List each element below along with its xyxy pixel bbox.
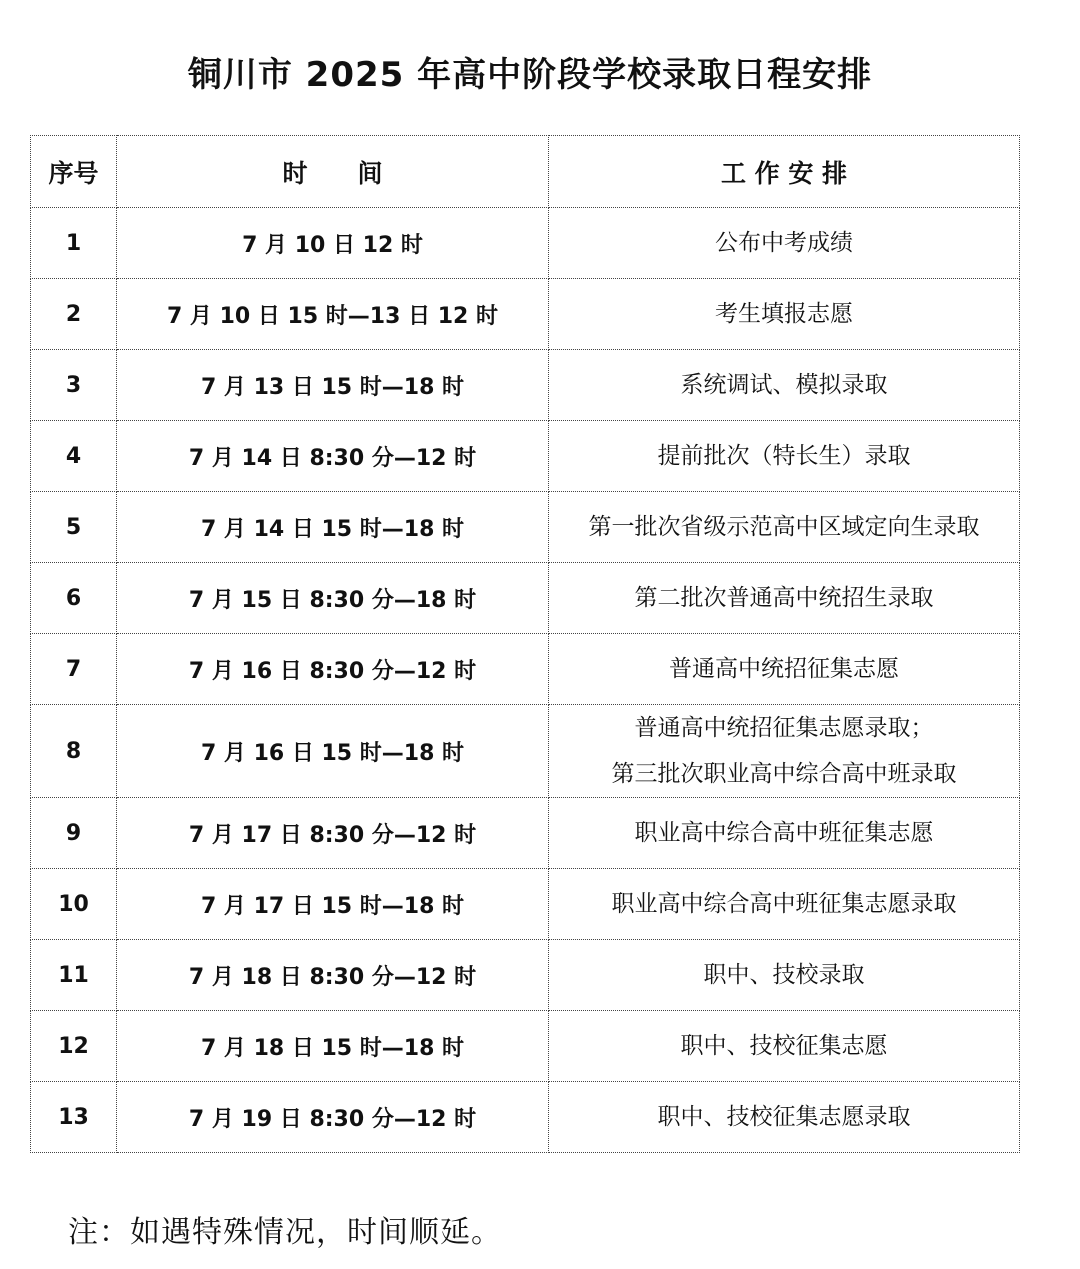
- task-line: 提前批次（特长生）录取: [657, 443, 911, 469]
- row-number: 1: [31, 208, 117, 279]
- row-task: [549, 634, 1020, 705]
- table-row: [31, 1011, 1020, 1082]
- row-time: 7 月 16 日 15 时—18 时: [117, 705, 549, 798]
- table-row: [31, 492, 1020, 563]
- row-task: [549, 563, 1020, 634]
- header-time: 时 间: [117, 136, 549, 208]
- row-task: [549, 208, 1020, 279]
- table-row: [31, 798, 1020, 869]
- row-task: [549, 1082, 1020, 1153]
- table-row: [31, 208, 1020, 279]
- row-number: 11: [31, 940, 117, 1011]
- table-row: [31, 940, 1020, 1011]
- header-task: 工 作 安 排: [549, 136, 1020, 208]
- task-line: 第一批次省级示范高中区域定向生录取: [588, 514, 980, 540]
- row-number: 4: [31, 421, 117, 492]
- table-row: [31, 279, 1020, 350]
- task-line: 考生填报志愿: [715, 301, 853, 327]
- task-line: 职中、技校征集志愿: [680, 1033, 888, 1059]
- row-task: [549, 350, 1020, 421]
- table-row: [31, 421, 1020, 492]
- footnote: 注：如遇特殊情况，时间顺延。: [68, 1215, 502, 1250]
- task-line: 普通高中统招征集志愿录取；: [634, 715, 934, 741]
- table-row: [31, 1082, 1020, 1153]
- table-row: [31, 634, 1020, 705]
- row-time: 7 月 18 日 15 时—18 时: [117, 1011, 549, 1082]
- schedule-table: [30, 135, 1020, 1153]
- header-num: 序号: [31, 136, 117, 208]
- task-line: 职中、技校录取: [703, 962, 865, 988]
- table-row: [31, 869, 1020, 940]
- row-task: [549, 492, 1020, 563]
- row-time: 7 月 14 日 8:30 分—12 时: [117, 421, 549, 492]
- row-number: 6: [31, 563, 117, 634]
- row-number: 12: [31, 1011, 117, 1082]
- row-number: 8: [31, 705, 117, 798]
- task-line: 普通高中统招征集志愿: [669, 656, 899, 682]
- row-task: [549, 421, 1020, 492]
- task-line: 第三批次职业高中综合高中班录取: [611, 761, 957, 787]
- row-time: 7 月 19 日 8:30 分—12 时: [117, 1082, 549, 1153]
- table-row: [31, 563, 1020, 634]
- row-time: 7 月 16 日 8:30 分—12 时: [117, 634, 549, 705]
- row-time: 7 月 13 日 15 时—18 时: [117, 350, 549, 421]
- table-row: [31, 350, 1020, 421]
- row-number: 3: [31, 350, 117, 421]
- row-number: 5: [31, 492, 117, 563]
- task-line: 第二批次普通高中统招生录取: [634, 585, 934, 611]
- table-header-row: [31, 136, 1020, 208]
- table-body: [31, 208, 1020, 1153]
- row-time: 7 月 10 日 12 时: [117, 208, 549, 279]
- task-line: 系统调试、模拟录取: [680, 372, 888, 398]
- row-task: [549, 279, 1020, 350]
- row-number: 10: [31, 869, 117, 940]
- row-time: 7 月 10 日 15 时—13 日 12 时: [117, 279, 549, 350]
- row-number: 2: [31, 279, 117, 350]
- row-time: 7 月 14 日 15 时—18 时: [117, 492, 549, 563]
- row-task: [549, 1011, 1020, 1082]
- task-line: 公布中考成绩: [715, 230, 853, 256]
- row-task: [549, 705, 1020, 798]
- row-time: 7 月 17 日 8:30 分—12 时: [117, 798, 549, 869]
- row-task: [549, 798, 1020, 869]
- row-number: 13: [31, 1082, 117, 1153]
- row-time: 7 月 18 日 8:30 分—12 时: [117, 940, 549, 1011]
- task-line: 职业高中综合高中班征集志愿录取: [611, 891, 957, 917]
- row-task: [549, 869, 1020, 940]
- row-number: 7: [31, 634, 117, 705]
- row-task: [549, 940, 1020, 1011]
- row-time: 7 月 15 日 8:30 分—18 时: [117, 563, 549, 634]
- row-time: 7 月 17 日 15 时—18 时: [117, 869, 549, 940]
- row-number: 9: [31, 798, 117, 869]
- task-line: 职业高中综合高中班征集志愿: [634, 820, 934, 846]
- task-line: 职中、技校征集志愿录取: [657, 1104, 911, 1130]
- page-title: 铜川市 2025 年高中阶段学校录取日程安排: [187, 55, 873, 95]
- table-row: [31, 705, 1020, 798]
